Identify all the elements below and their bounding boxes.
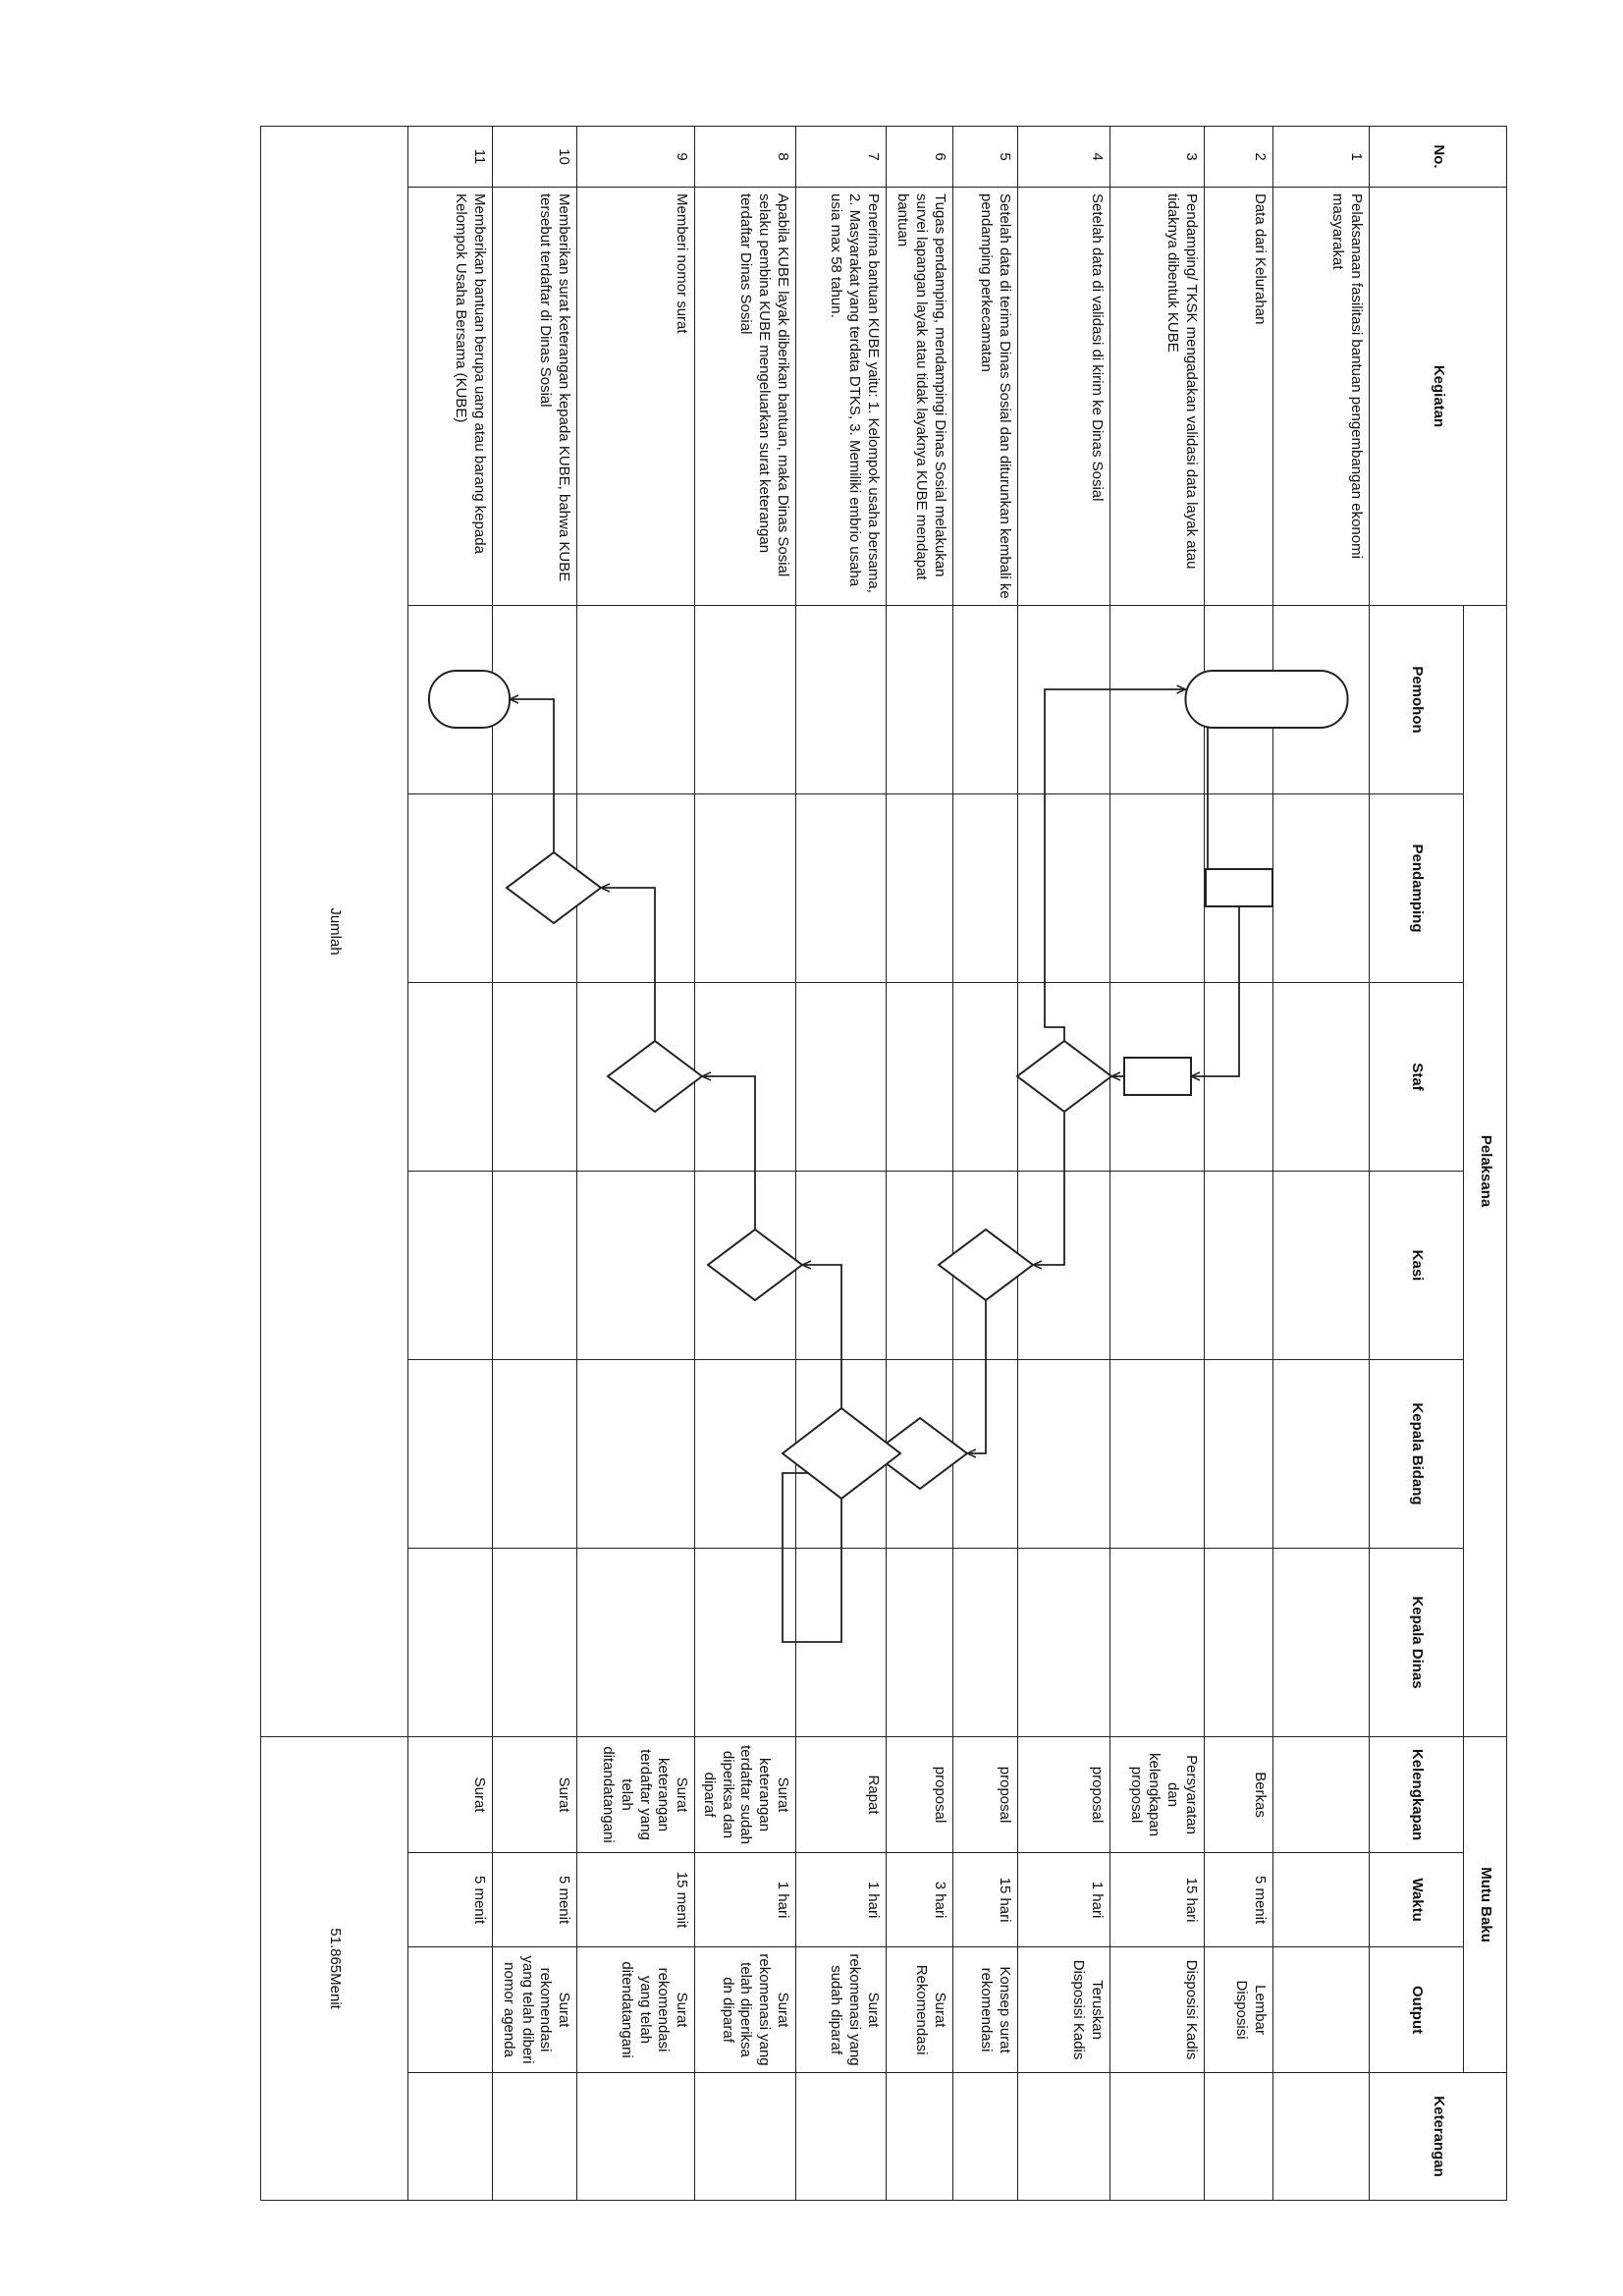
row-activity: Setelah data di terima Dinas Sosial dan diturunkan kembali ke pendamping perkecamatan [953,188,1018,606]
lane-cell-staf [408,983,493,1172]
lane-cell-kepala-bidang [1018,1360,1110,1549]
row-output: Surat rekomenasi yang telah diperiksa dn diparaf [695,1947,796,2073]
row-keterangan [1205,2073,1273,2201]
row-number: 9 [577,127,695,188]
lane-cell-pemohon [577,606,695,794]
header-kelengkapan: Kelengkapan [1370,1737,1464,1853]
row-kelengkapan: Rapat [796,1737,887,1853]
sop-table [260,126,1507,2201]
row-number: 7 [796,127,887,188]
row-activity: Apabila KUBE layak diberikan bantuan, maka Dinas Sosial selaku pembina KUBE mengeluarkan surat keterangan terdaftar Dinas Sosial [695,188,796,606]
lane-cell-kepala-bidang [887,1360,953,1549]
lane-cell-pendamping [1018,794,1110,983]
lane-cell-staf [577,983,695,1172]
lane-cell-kasi [493,1172,577,1360]
row-kelengkapan: proposal [953,1737,1018,1853]
header-kegiatan: Kegiatan [1370,188,1507,606]
lane-cell-staf [887,983,953,1172]
lane-cell-pemohon [695,606,796,794]
lane-cell-kasi [1273,1172,1370,1360]
row-output: Surat rekomenasi yang sudah diparaf [796,1947,887,2073]
row-kelengkapan [1273,1737,1370,1853]
lane-cell-staf [1110,983,1205,1172]
activity-row [796,127,887,2201]
lane-cell-pemohon [796,606,887,794]
row-waktu: 5 menit [493,1853,577,1947]
row-kelengkapan: proposal [887,1737,953,1853]
row-kelengkapan: Surat [408,1737,493,1853]
row-activity: Memberi nomor surat [577,188,695,606]
row-activity: Memberikan bantuan berupa uang atau barang kepada Kelompok Usaha Bersama (KUBE) [408,188,493,606]
lane-cell-kepala-dinas [796,1549,887,1737]
row-kelengkapan: Berkas [1205,1737,1273,1853]
lane-cell-pemohon [887,606,953,794]
lane-cell-pendamping [887,794,953,983]
lane-cell-kepala-bidang [796,1360,887,1549]
lane-cell-pemohon [1110,606,1205,794]
activity-row [1273,127,1370,2201]
row-activity: Data dari Kelurahan [1205,188,1273,606]
lane-header-kasi: Kasi [1370,1172,1464,1360]
lane-cell-kasi [577,1172,695,1360]
lane-cell-kasi [953,1172,1018,1360]
lane-cell-kepala-dinas [1018,1549,1110,1737]
row-keterangan [1018,2073,1110,2201]
activity-row [493,127,577,2201]
row-keterangan [887,2073,953,2201]
row-activity: Penerima bantuan KUBE yaitu: 1. Kelompok usaha bersama, 2. Masyarakat yang terdata DTKS, 3. Memiliki embrio usaha usia max 58 tahun. [796,188,887,606]
lane-cell-pemohon [493,606,577,794]
activity-row [887,127,953,2201]
row-number: 3 [1110,127,1205,188]
row-waktu: 15 hari [1110,1853,1205,1947]
lane-cell-staf [1205,983,1273,1172]
lane-cell-kepala-bidang [493,1360,577,1549]
row-number: 1 [1273,127,1370,188]
activity-row [1110,127,1205,2201]
lane-cell-pendamping [695,794,796,983]
lane-cell-pendamping [577,794,695,983]
lane-cell-kepala-bidang [953,1360,1018,1549]
activity-row [1205,127,1273,2201]
row-keterangan [695,2073,796,2201]
row-number: 2 [1205,127,1273,188]
row-number: 11 [408,127,493,188]
lane-cell-kepala-dinas [887,1549,953,1737]
lane-cell-kasi [1018,1172,1110,1360]
lane-cell-kasi [1205,1172,1273,1360]
row-activity: Pelaksanaan fasilitasi bantuan pengembangan ekonomi masyarakat [1273,188,1370,606]
row-kelengkapan: Surat [493,1737,577,1853]
activity-row [1018,127,1110,2201]
lane-cell-kasi [796,1172,887,1360]
lane-cell-staf [1273,983,1370,1172]
lane-cell-kepala-bidang [577,1360,695,1549]
row-keterangan [493,2073,577,2201]
lane-cell-kepala-dinas [408,1549,493,1737]
row-number: 5 [953,127,1018,188]
row-number: 8 [695,127,796,188]
lane-cell-pemohon [1018,606,1110,794]
activity-row [408,127,493,2201]
row-number: 10 [493,127,577,188]
row-waktu: 15 hari [953,1853,1018,1947]
row-output: Surat rekomendasi yang telah ditendatangani [577,1947,695,2073]
row-waktu: 5 menit [408,1853,493,1947]
row-keterangan [1273,2073,1370,2201]
lane-header-kepala-bidang: Kepala Bidang [1370,1360,1464,1549]
row-waktu: 3 hari [887,1853,953,1947]
lane-cell-staf [695,983,796,1172]
row-kelengkapan: Persyaratan dan kelengkapan proposal [1110,1737,1205,1853]
lane-cell-kepala-dinas [493,1549,577,1737]
lane-cell-kepala-bidang [1110,1360,1205,1549]
header-keterangan: Keterangan [1370,2073,1507,2201]
lane-cell-kasi [887,1172,953,1360]
activity-row [953,127,1018,2201]
lane-cell-pendamping [1205,794,1273,983]
activity-row [695,127,796,2201]
lane-header-pendamping: Pendamping [1370,794,1464,983]
activity-row [577,127,695,2201]
row-waktu: 1 hari [695,1853,796,1947]
row-output: Teruskan Disposisi Kadis [1018,1947,1110,2073]
lane-header-staf: Staf [1370,983,1464,1172]
row-activity: Setelah data di validasi di kirim ke Dinas Sosial [1018,188,1110,606]
row-output: Surat rekomendasi yang telah diberi nomor agenda [493,1947,577,2073]
lane-cell-kepala-bidang [1273,1360,1370,1549]
lane-header-kepala-dinas: Kepala Dinas [1370,1549,1464,1737]
row-kelengkapan: Surat keterangan terdaftar yang telah ditandatangani [577,1737,695,1853]
row-number: 4 [1018,127,1110,188]
lane-cell-pendamping [493,794,577,983]
header-no: No. [1370,127,1507,188]
lane-cell-pendamping [1273,794,1370,983]
header-mutu-baku: Mutu Baku [1464,1737,1507,2073]
lane-cell-pemohon [953,606,1018,794]
row-keterangan [953,2073,1018,2201]
lane-cell-kasi [408,1172,493,1360]
total-value: 51.865Menit [261,1737,408,2201]
header-pelaksana: Pelaksana [1464,606,1507,1737]
row-output [1273,1947,1370,2073]
lane-cell-kepala-bidang [695,1360,796,1549]
lane-cell-pendamping [1110,794,1205,983]
lane-cell-pendamping [953,794,1018,983]
row-waktu: 1 hari [796,1853,887,1947]
row-keterangan [796,2073,887,2201]
lane-cell-staf [493,983,577,1172]
lane-cell-kasi [695,1172,796,1360]
row-output: Surat Rekomendasi [887,1947,953,2073]
lane-cell-staf [796,983,887,1172]
lane-cell-pemohon [408,606,493,794]
row-activity: Tugas pendamping, mendampingi Dinas Sosial melakukan survei lapangan layak atau tidak layaknya KUBE mendapat bantuan [887,188,953,606]
header-waktu: Waktu [1370,1853,1464,1947]
lane-cell-kasi [1110,1172,1205,1360]
row-activity: Memberikan surat keterangan kepada KUBE, bahwa KUBE tersebut terdaftar di Dinas Sosial [493,188,577,606]
row-waktu: 5 menit [1205,1853,1273,1947]
row-output [408,1947,493,2073]
row-waktu [1273,1853,1370,1947]
row-keterangan [408,2073,493,2201]
row-kelengkapan: Surat keterangan terdaftar sudah diperiksa dan diparaf [695,1737,796,1853]
row-waktu: 1 hari [1018,1853,1110,1947]
lane-cell-kepala-dinas [953,1549,1018,1737]
lane-cell-pemohon [1273,606,1370,794]
lane-cell-staf [1018,983,1110,1172]
row-kelengkapan: proposal [1018,1737,1110,1853]
row-keterangan [577,2073,695,2201]
row-number: 6 [887,127,953,188]
lane-cell-kepala-dinas [1110,1549,1205,1737]
lane-header-pemohon: Pemohon [1370,606,1464,794]
lane-cell-kepala-bidang [1205,1360,1273,1549]
row-output: Lembar Disposisi [1205,1947,1273,2073]
row-output: Konsep surat rekomendasi [953,1947,1018,2073]
lane-cell-staf [953,983,1018,1172]
activity-rows [408,127,1370,2201]
lane-cell-pemohon [1205,606,1273,794]
lane-cell-kepala-dinas [577,1549,695,1737]
lane-cell-kepala-dinas [1273,1549,1370,1737]
lane-cell-pendamping [796,794,887,983]
lane-cell-kepala-dinas [1205,1549,1273,1737]
row-keterangan [1110,2073,1205,2201]
total-label: Jumlah [261,127,408,1737]
header-output: Output [1370,1947,1464,2073]
sop-document [329,126,1507,2200]
lane-cell-kepala-bidang [408,1360,493,1549]
lane-cell-pendamping [408,794,493,983]
lane-cell-kepala-dinas [695,1549,796,1737]
row-waktu: 15 menit [577,1853,695,1947]
row-activity: Pendamping/ TKSK mengadakan validasi data layak atau tidaknya dibentuk KUBE [1110,188,1205,606]
row-output: Disposisi Kadis [1110,1947,1205,2073]
